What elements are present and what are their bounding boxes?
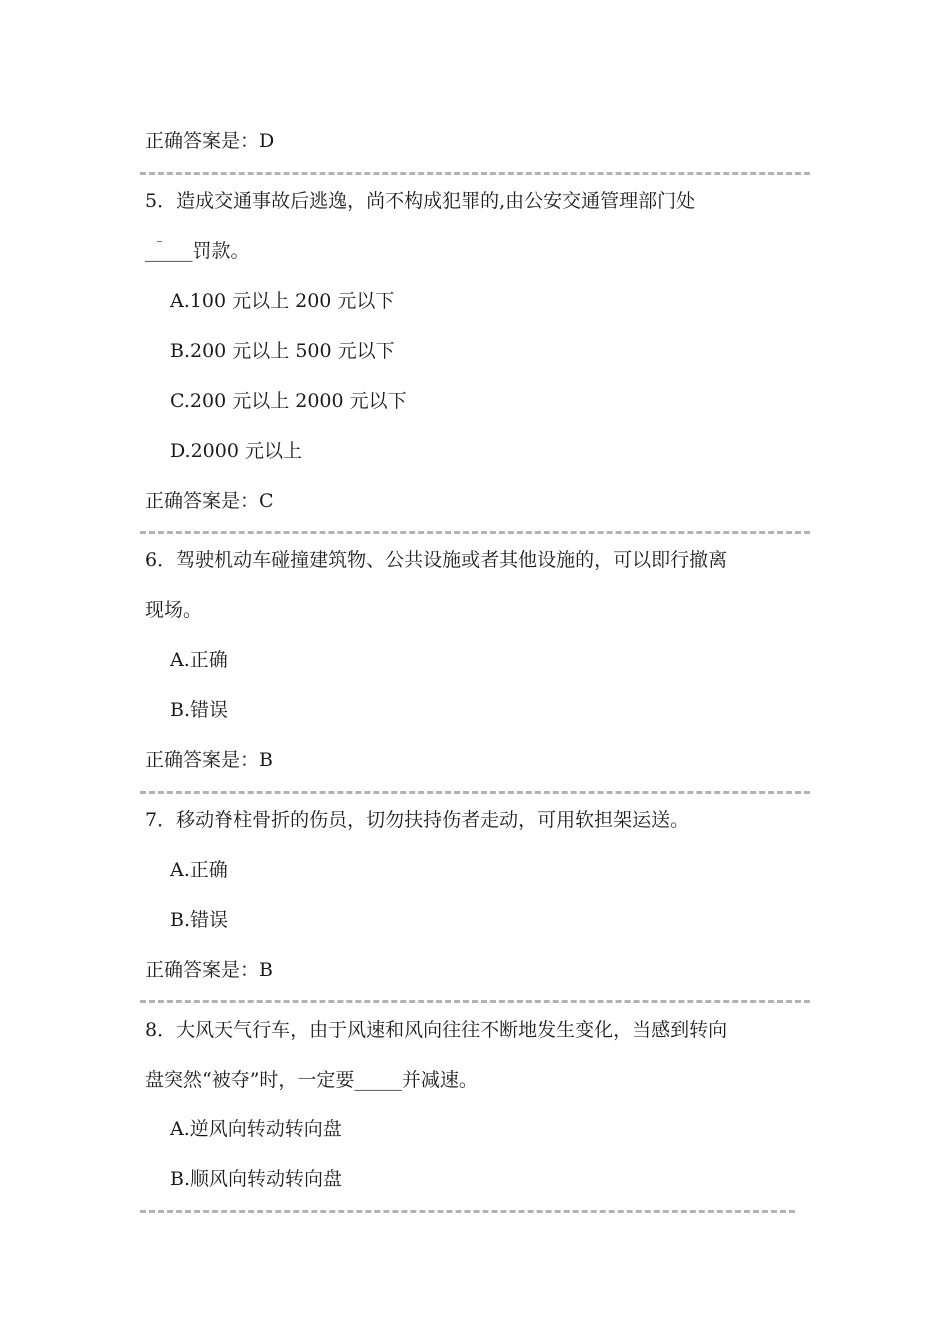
question-5-option-c: C.200 元以上 2000 元以下 (170, 390, 407, 412)
question-5-line-1: 5．造成交通事故后逃逸，尚不构成犯罪的,由公安交通管理部门处 (145, 190, 696, 212)
top-answer: 正确答案是：D (145, 130, 275, 152)
question-8-line-2: 盘突然“被夺”时，一定要_____并减速。 (145, 1069, 478, 1091)
question-5-option-b: B.200 元以上 500 元以下 (170, 340, 395, 362)
question-6-line-2: 现场。 (145, 599, 203, 621)
separator (140, 172, 810, 175)
question-6-option-b: B.错误 (170, 699, 229, 721)
question-6-option-a: A.正确 (170, 649, 228, 671)
question-7-answer: 正确答案是：B (145, 959, 273, 981)
question-6-line-1: 6．驾驶机动车碰撞建筑物、公共设施或者其他设施的，可以即行撤离 (145, 549, 728, 571)
separator (140, 1210, 795, 1213)
separator (140, 1000, 810, 1003)
question-5-option-d: D.2000 元以上 (170, 440, 302, 462)
question-5-answer: 正确答案是：C (145, 490, 274, 512)
question-5-line-2: _____罚款。 (145, 240, 250, 262)
separator (140, 791, 810, 794)
question-7-option-a: A.正确 (170, 859, 228, 881)
separator (140, 531, 810, 534)
question-8-option-b: B.顺风向转动转向盘 (170, 1168, 343, 1190)
question-7-option-b: B.错误 (170, 909, 229, 931)
question-5-option-a: A.100 元以上 200 元以下 (170, 290, 395, 312)
question-7-line-1: 7．移动脊柱骨折的伤员，切勿扶持伤者走动，可用软担架运送。 (145, 809, 690, 831)
question-8-line-1: 8．大风天气行车，由于风速和风向往往不断地发生变化，当感到转向 (145, 1019, 728, 1041)
question-8-option-a: A.逆风向转动转向盘 (170, 1118, 342, 1140)
question-6-answer: 正确答案是：B (145, 749, 273, 771)
